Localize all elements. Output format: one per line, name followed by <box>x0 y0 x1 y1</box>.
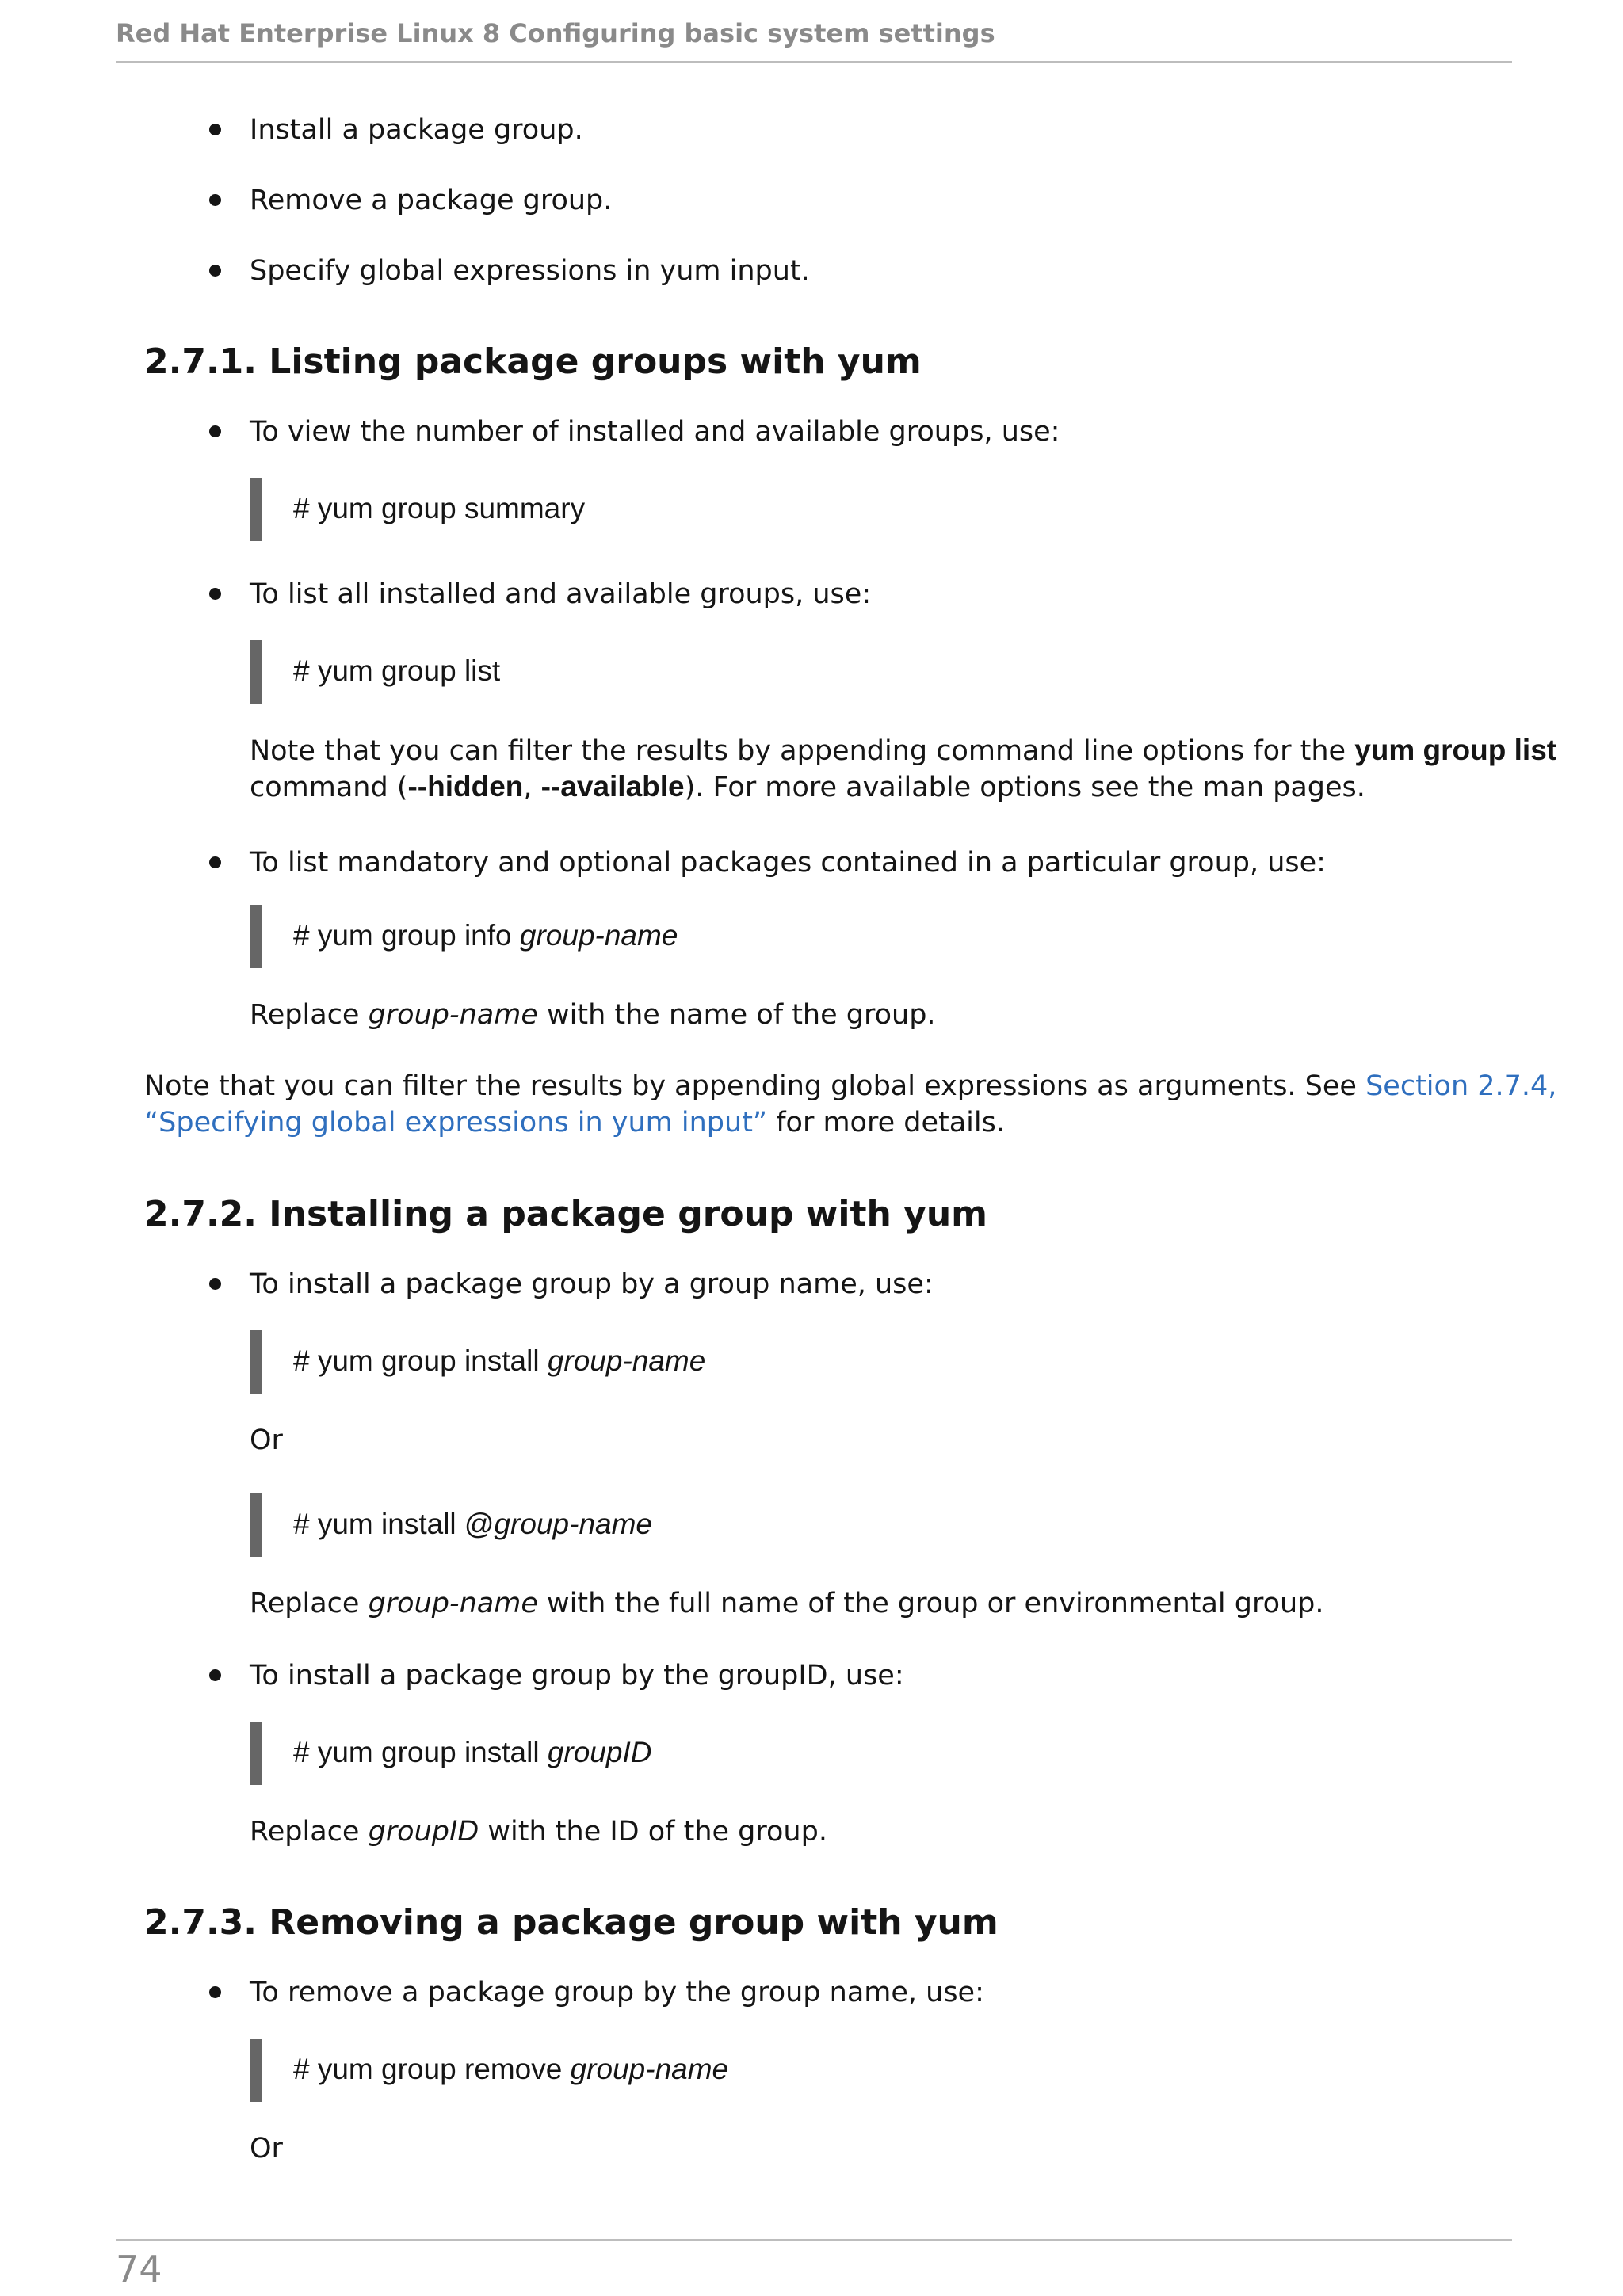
code-placeholder: group-name <box>570 2053 729 2085</box>
list-item: To remove a package group by the group name, use: <box>250 1977 984 2008</box>
filter-note: Note that you can filter the results by appending global expressions as arguments. See Section 2.7.4, <box>144 1070 1557 1102</box>
code-block <box>250 905 1529 968</box>
section-heading: 2.7.1. Listing package groups with yum <box>144 341 922 382</box>
bullet-dot <box>209 588 221 600</box>
code-block <box>250 1493 1529 1557</box>
replace-note: Replace group-name with the name of the group. <box>250 999 936 1031</box>
section-heading: 2.7.3. Removing a package group with yum <box>144 1902 999 1943</box>
placeholder-term: group-name <box>368 1588 538 1619</box>
code-line: # yum group summary <box>293 492 586 524</box>
code-line: # yum group list <box>293 654 501 687</box>
bullet-dot <box>209 194 221 206</box>
list-item: Install a package group. <box>250 114 583 146</box>
code-block <box>250 2039 1529 2102</box>
replace-note: Replace groupID with the ID of the group. <box>250 1816 827 1848</box>
code-block <box>250 1330 1529 1394</box>
placeholder-term: group-name <box>368 999 538 1031</box>
list-item: Remove a package group. <box>250 185 613 216</box>
placeholder-term: groupID <box>368 1816 479 1848</box>
code-line: # yum group info group-name <box>293 919 678 952</box>
running-header: Red Hat Enterprise Linux 8 Configuring basic system settings <box>116 18 995 48</box>
bullet-dot <box>209 124 221 135</box>
list-item: To install a package group by a group name, use: <box>250 1268 934 1300</box>
code-block <box>250 1722 1529 1785</box>
list-item: Specify global expressions in yum input. <box>250 255 810 287</box>
bullet-dot <box>209 856 221 868</box>
bullet-dot <box>209 1986 221 1998</box>
list-item: To list all installed and available groups, use: <box>250 578 872 610</box>
bullet-dot <box>209 1278 221 1290</box>
replace-note: Replace group-name with the full name of the group or environmental group. <box>250 1588 1324 1619</box>
bullet-dot <box>209 1669 221 1681</box>
code-block <box>250 640 1529 704</box>
note-paragraph: Note that you can filter the results by appending command line options for the yum group list <box>250 734 1557 767</box>
code-placeholder: groupID <box>547 1736 652 1768</box>
footer-rule <box>116 2239 1512 2241</box>
inline-option: --hidden <box>407 770 524 803</box>
list-item: To view the number of installed and available groups, use: <box>250 416 1060 448</box>
code-placeholder: group-name <box>519 919 678 952</box>
or-text: Or <box>250 2133 283 2164</box>
header-rule <box>116 61 1512 63</box>
list-item: To install a package group by the groupID, use: <box>250 1660 904 1691</box>
code-line: # yum group remove group-name <box>293 2053 729 2085</box>
inline-command: yum group list <box>1354 734 1557 766</box>
list-item: To list mandatory and optional packages contained in a particular group, use: <box>250 847 1326 879</box>
filter-note-line: “Specifying global expressions in yum input” for more details. <box>144 1107 1005 1138</box>
code-line: # yum group install groupID <box>293 1736 652 1768</box>
section-link[interactable]: “Specifying global expressions in yum input” <box>144 1107 768 1138</box>
code-placeholder: group-name <box>494 1508 652 1540</box>
code-line: # yum group install group-name <box>293 1344 706 1377</box>
bullet-dot <box>209 265 221 277</box>
code-block <box>250 478 1529 541</box>
or-text: Or <box>250 1425 283 1456</box>
code-placeholder: group-name <box>547 1344 706 1377</box>
inline-option: --available <box>540 770 685 803</box>
section-link[interactable]: Section 2.7.4, <box>1365 1070 1557 1102</box>
section-heading: 2.7.2. Installing a package group with yum <box>144 1194 988 1234</box>
note-paragraph-line: command (--hidden, --available). For more available options see the man pages. <box>250 770 1365 803</box>
code-line: # yum install @group-name <box>293 1508 652 1540</box>
page-number: 74 <box>116 2248 162 2290</box>
bullet-dot <box>209 425 221 437</box>
